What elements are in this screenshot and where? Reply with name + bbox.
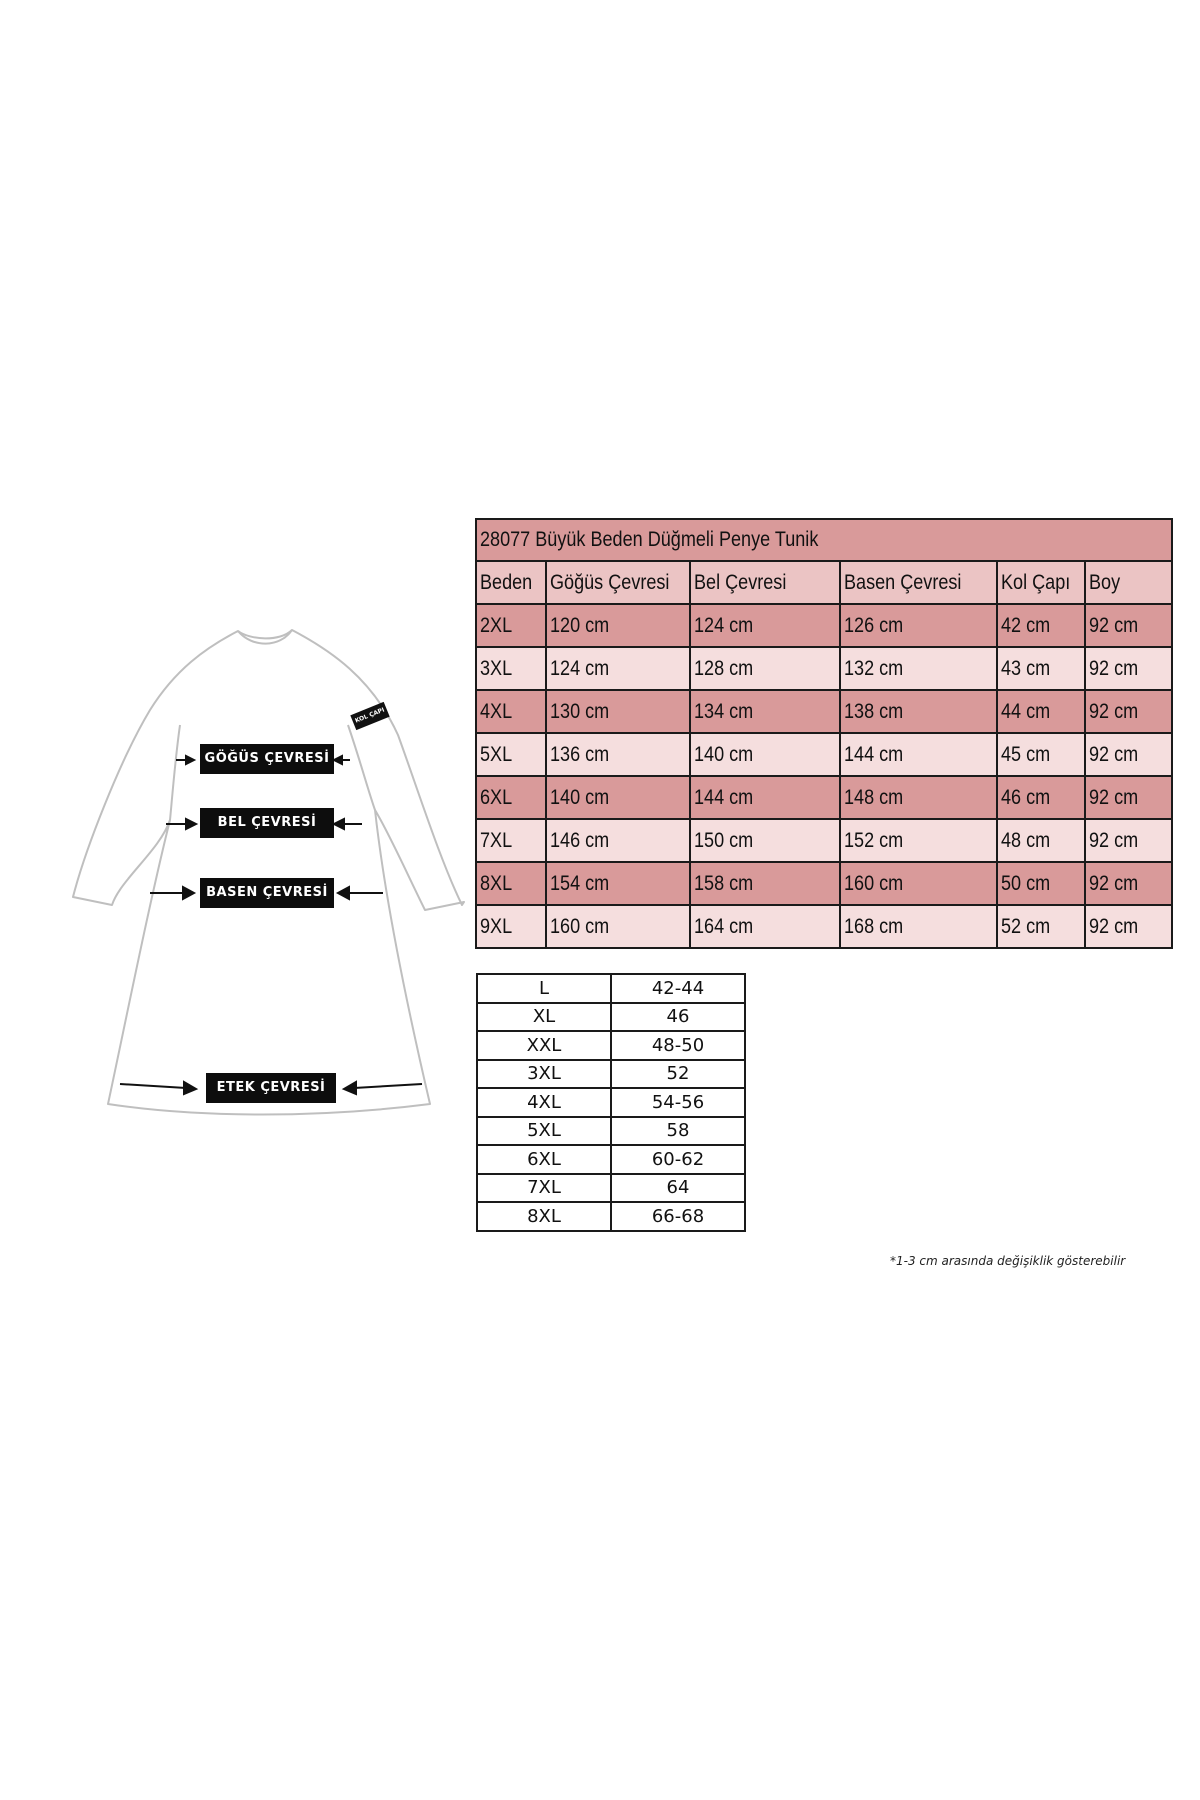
conversion-row: [477, 1003, 745, 1032]
table-cell: 92 cm: [1085, 690, 1172, 733]
conversion-row: [477, 1088, 745, 1117]
table-cell: 144 cm: [690, 776, 840, 819]
tolerance-note: *1-3 cm arasında değişiklik gösterebilir: [890, 1254, 1126, 1268]
header-row: [476, 561, 1172, 604]
table-cell: 138 cm: [840, 690, 997, 733]
letter-size-cell: 7XL: [477, 1174, 611, 1203]
table-cell: 168 cm: [840, 905, 997, 948]
table-cell: 140 cm: [690, 733, 840, 776]
table-cell: 126 cm: [840, 604, 997, 647]
table-cell: 7XL: [476, 819, 546, 862]
table-cell: 150 cm: [690, 819, 840, 862]
table-cell: 46 cm: [997, 776, 1085, 819]
number-size-cell: 66-68: [611, 1202, 745, 1231]
letter-size-cell: 4XL: [477, 1088, 611, 1117]
table-cell: 42 cm: [997, 604, 1085, 647]
table-row: [476, 604, 1172, 647]
conversion-row: [477, 974, 745, 1003]
table-cell: 92 cm: [1085, 647, 1172, 690]
header-cell: Beden: [476, 561, 546, 604]
table-cell: 2XL: [476, 604, 546, 647]
table-cell: 124 cm: [690, 604, 840, 647]
number-size-cell: 42-44: [611, 974, 745, 1003]
table-cell: 43 cm: [997, 647, 1085, 690]
table-cell: 52 cm: [997, 905, 1085, 948]
table-cell: 48 cm: [997, 819, 1085, 862]
table-cell: 160 cm: [840, 862, 997, 905]
letter-size-cell: 3XL: [477, 1060, 611, 1089]
letter-size-cell: 8XL: [477, 1202, 611, 1231]
left-sleeve-seam: [170, 725, 180, 820]
table-row: [476, 819, 1172, 862]
neckline: [238, 630, 292, 644]
size-conversion-table: [476, 973, 746, 1232]
letter-size-cell: XXL: [477, 1031, 611, 1060]
table-cell: 5XL: [476, 733, 546, 776]
conversion-row: [477, 1174, 745, 1203]
table-cell: 154 cm: [546, 862, 690, 905]
conversion-row: [477, 1145, 745, 1174]
table-cell: 92 cm: [1085, 604, 1172, 647]
letter-size-cell: 5XL: [477, 1117, 611, 1146]
right-sleeve-seam: [348, 725, 375, 810]
table-cell: 92 cm: [1085, 733, 1172, 776]
table-cell: 130 cm: [546, 690, 690, 733]
kol-capi-label: KOL ÇAPI: [350, 702, 389, 730]
number-size-cell: 64: [611, 1174, 745, 1203]
garment-outline: [73, 630, 464, 1115]
number-size-cell: 46: [611, 1003, 745, 1032]
header-cell: Göğüs Çevresi: [546, 561, 690, 604]
basen-cevresi-label: BASEN ÇEVRESİ: [200, 878, 334, 908]
table-cell: 158 cm: [690, 862, 840, 905]
table-cell: 6XL: [476, 776, 546, 819]
conversion-row: [477, 1117, 745, 1146]
table-cell: 128 cm: [690, 647, 840, 690]
letter-size-cell: XL: [477, 1003, 611, 1032]
table-row: [476, 862, 1172, 905]
table-row: [476, 776, 1172, 819]
table-cell: 144 cm: [840, 733, 997, 776]
table-cell: 45 cm: [997, 733, 1085, 776]
letter-size-cell: 6XL: [477, 1145, 611, 1174]
title-row: [476, 519, 1172, 561]
table-cell: 4XL: [476, 690, 546, 733]
table-cell: 124 cm: [546, 647, 690, 690]
table-row: [476, 647, 1172, 690]
table-cell: 136 cm: [546, 733, 690, 776]
table-cell: 9XL: [476, 905, 546, 948]
header-cell: Basen Çevresi: [840, 561, 997, 604]
table-cell: 164 cm: [690, 905, 840, 948]
table-cell: 92 cm: [1085, 862, 1172, 905]
etek-cevresi-label: ETEK ÇEVRESİ: [206, 1073, 336, 1103]
header-cell: Kol Çapı: [997, 561, 1085, 604]
table-cell: 50 cm: [997, 862, 1085, 905]
header-cell: Bel Çevresi: [690, 561, 840, 604]
table-cell: 3XL: [476, 647, 546, 690]
table-cell: 134 cm: [690, 690, 840, 733]
table-title: 28077 Büyük Beden Düğmeli Penye Tunik: [476, 519, 1172, 561]
header-cell: Boy: [1085, 561, 1172, 604]
table-cell: 160 cm: [546, 905, 690, 948]
size-chart-table: [475, 518, 1173, 949]
table-cell: 92 cm: [1085, 905, 1172, 948]
table-cell: 120 cm: [546, 604, 690, 647]
number-size-cell: 52: [611, 1060, 745, 1089]
conversion-row: [477, 1202, 745, 1231]
number-size-cell: 58: [611, 1117, 745, 1146]
gogus-cevresi-label: GÖĞÜS ÇEVRESİ: [200, 744, 334, 774]
conversion-row: [477, 1060, 745, 1089]
table-cell: 92 cm: [1085, 819, 1172, 862]
table-cell: 132 cm: [840, 647, 997, 690]
table-cell: 146 cm: [546, 819, 690, 862]
table-cell: 140 cm: [546, 776, 690, 819]
table-cell: 148 cm: [840, 776, 997, 819]
number-size-cell: 48-50: [611, 1031, 745, 1060]
letter-size-cell: L: [477, 974, 611, 1003]
number-size-cell: 54-56: [611, 1088, 745, 1117]
table-row: [476, 733, 1172, 776]
table-cell: 92 cm: [1085, 776, 1172, 819]
number-size-cell: 60-62: [611, 1145, 745, 1174]
bel-cevresi-label: BEL ÇEVRESİ: [200, 808, 334, 838]
table-row: [476, 905, 1172, 948]
table-cell: 152 cm: [840, 819, 997, 862]
table-cell: 8XL: [476, 862, 546, 905]
table-row: [476, 690, 1172, 733]
conversion-row: [477, 1031, 745, 1060]
table-cell: 44 cm: [997, 690, 1085, 733]
